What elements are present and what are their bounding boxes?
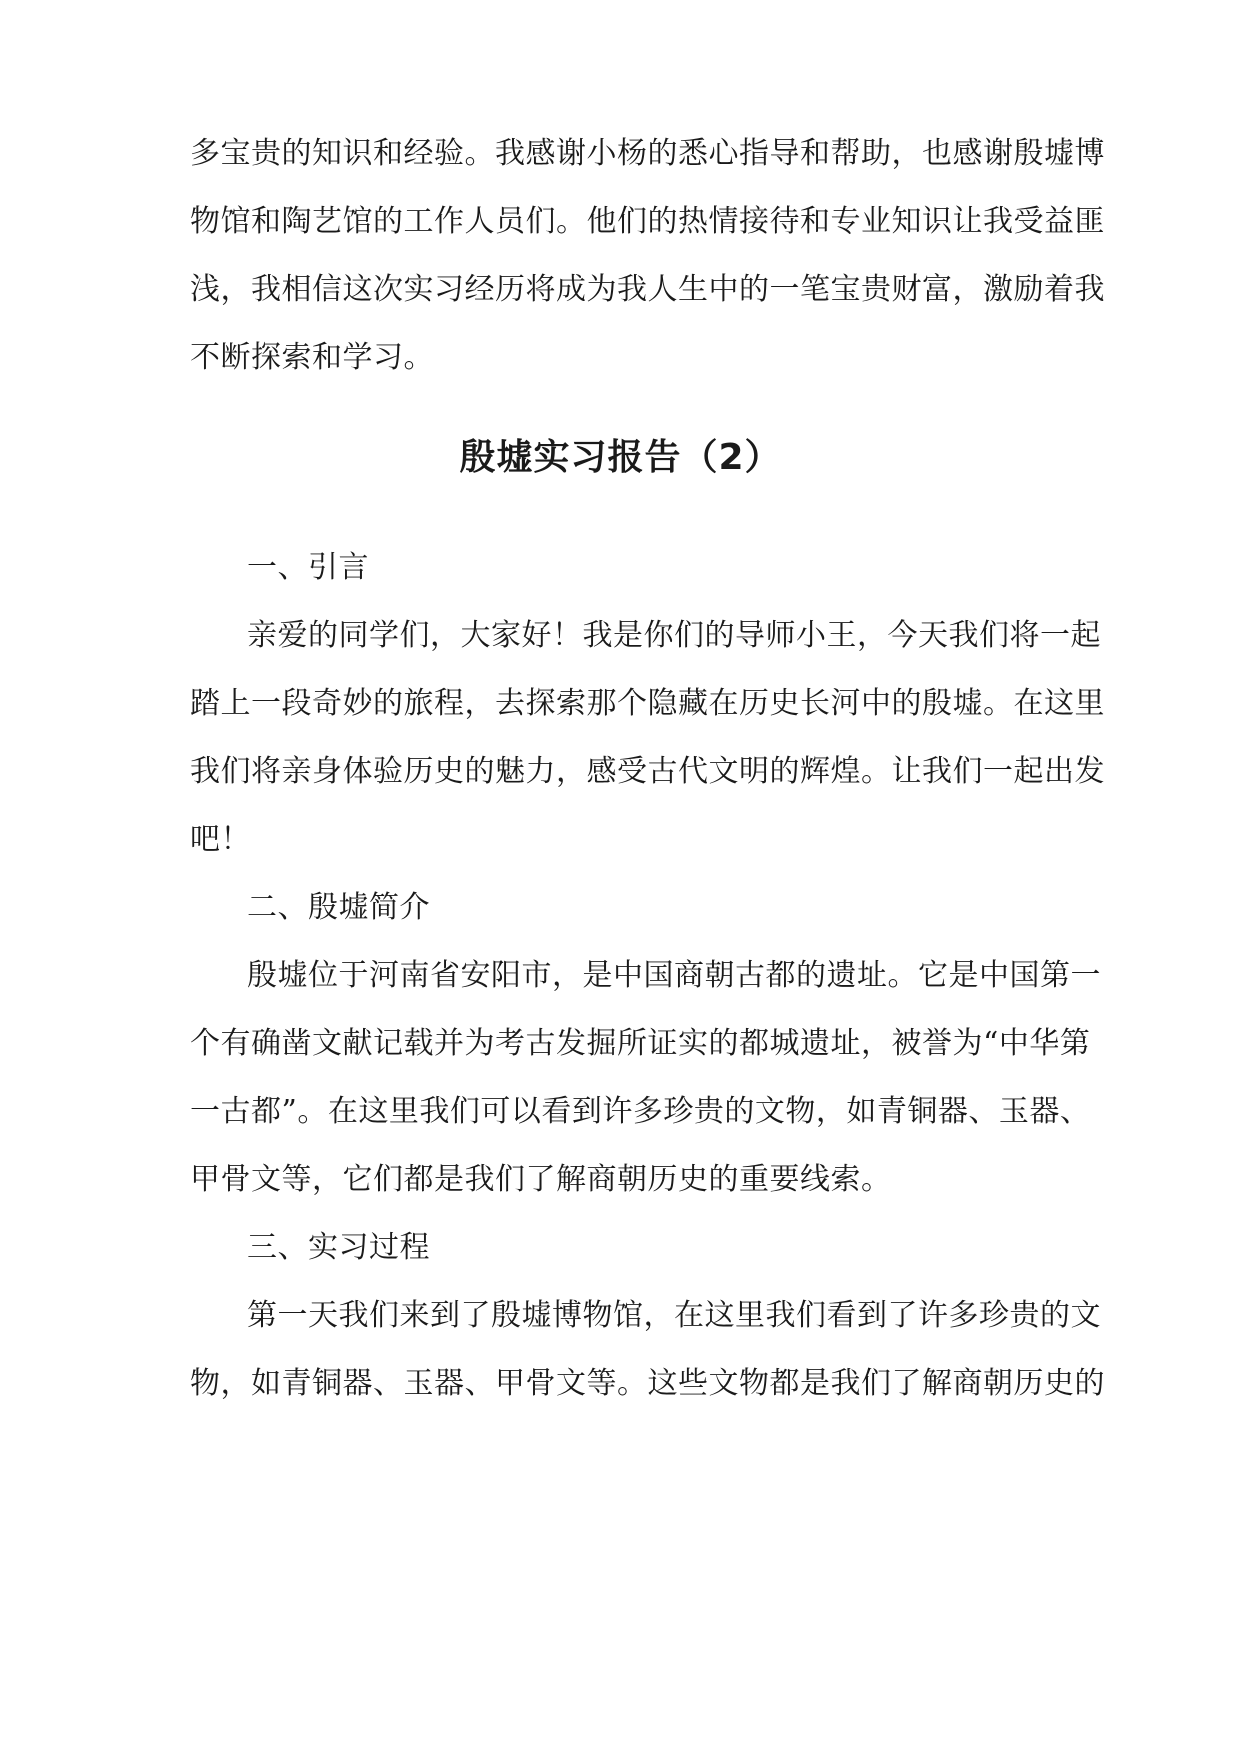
section-title: 殷墟实习报告（2） xyxy=(459,437,782,478)
text-line: 踏上一段奇妙的旅程，去探索那个隐藏在历史长河中的殷墟。在这里 xyxy=(190,686,1105,721)
text-line: 甲骨文等，它们都是我们了解商朝历史的重要线索。 xyxy=(190,1162,892,1197)
text-line: 亲爱的同学们，大家好！我是你们的导师小王，今天我们将一起 xyxy=(247,618,1101,653)
text-line: 我们将亲身体验历史的魅力，感受古代文明的辉煌。让我们一起出发 xyxy=(190,754,1105,789)
text-line: 第一天我们来到了殷墟博物馆，在这里我们看到了许多珍贵的文 xyxy=(247,1298,1101,1333)
text-line: 个有确凿文献记载并为考古发掘所证实的都城遗址，被誉为“中华第 xyxy=(190,1026,1091,1061)
section-heading-process: 三、实习过程 xyxy=(247,1230,430,1265)
section-heading-intro: 一、引言 xyxy=(247,550,369,585)
text-line: 一古都”。在这里我们可以看到许多珍贵的文物，如青铜器、玉器、 xyxy=(190,1094,1091,1129)
text-line: 物，如青铜器、玉器、甲骨文等。这些文物都是我们了解商朝历史的 xyxy=(190,1366,1105,1401)
text-line: 殷墟位于河南省安阳市，是中国商朝古都的遗址。它是中国第一 xyxy=(247,958,1101,993)
text-line: 吧！ xyxy=(190,822,251,857)
section-heading-overview: 二、殷墟简介 xyxy=(247,890,430,925)
text-line: 不断探索和学习。 xyxy=(190,340,434,375)
text-line: 多宝贵的知识和经验。我感谢小杨的悉心指导和帮助，也感谢殷墟博 xyxy=(190,136,1105,171)
text-line: 物馆和陶艺馆的工作人员们。他们的热情接待和专业知识让我受益匪 xyxy=(190,204,1105,239)
text-line: 浅，我相信这次实习经历将成为我人生中的一笔宝贵财富，激励着我 xyxy=(190,272,1105,307)
